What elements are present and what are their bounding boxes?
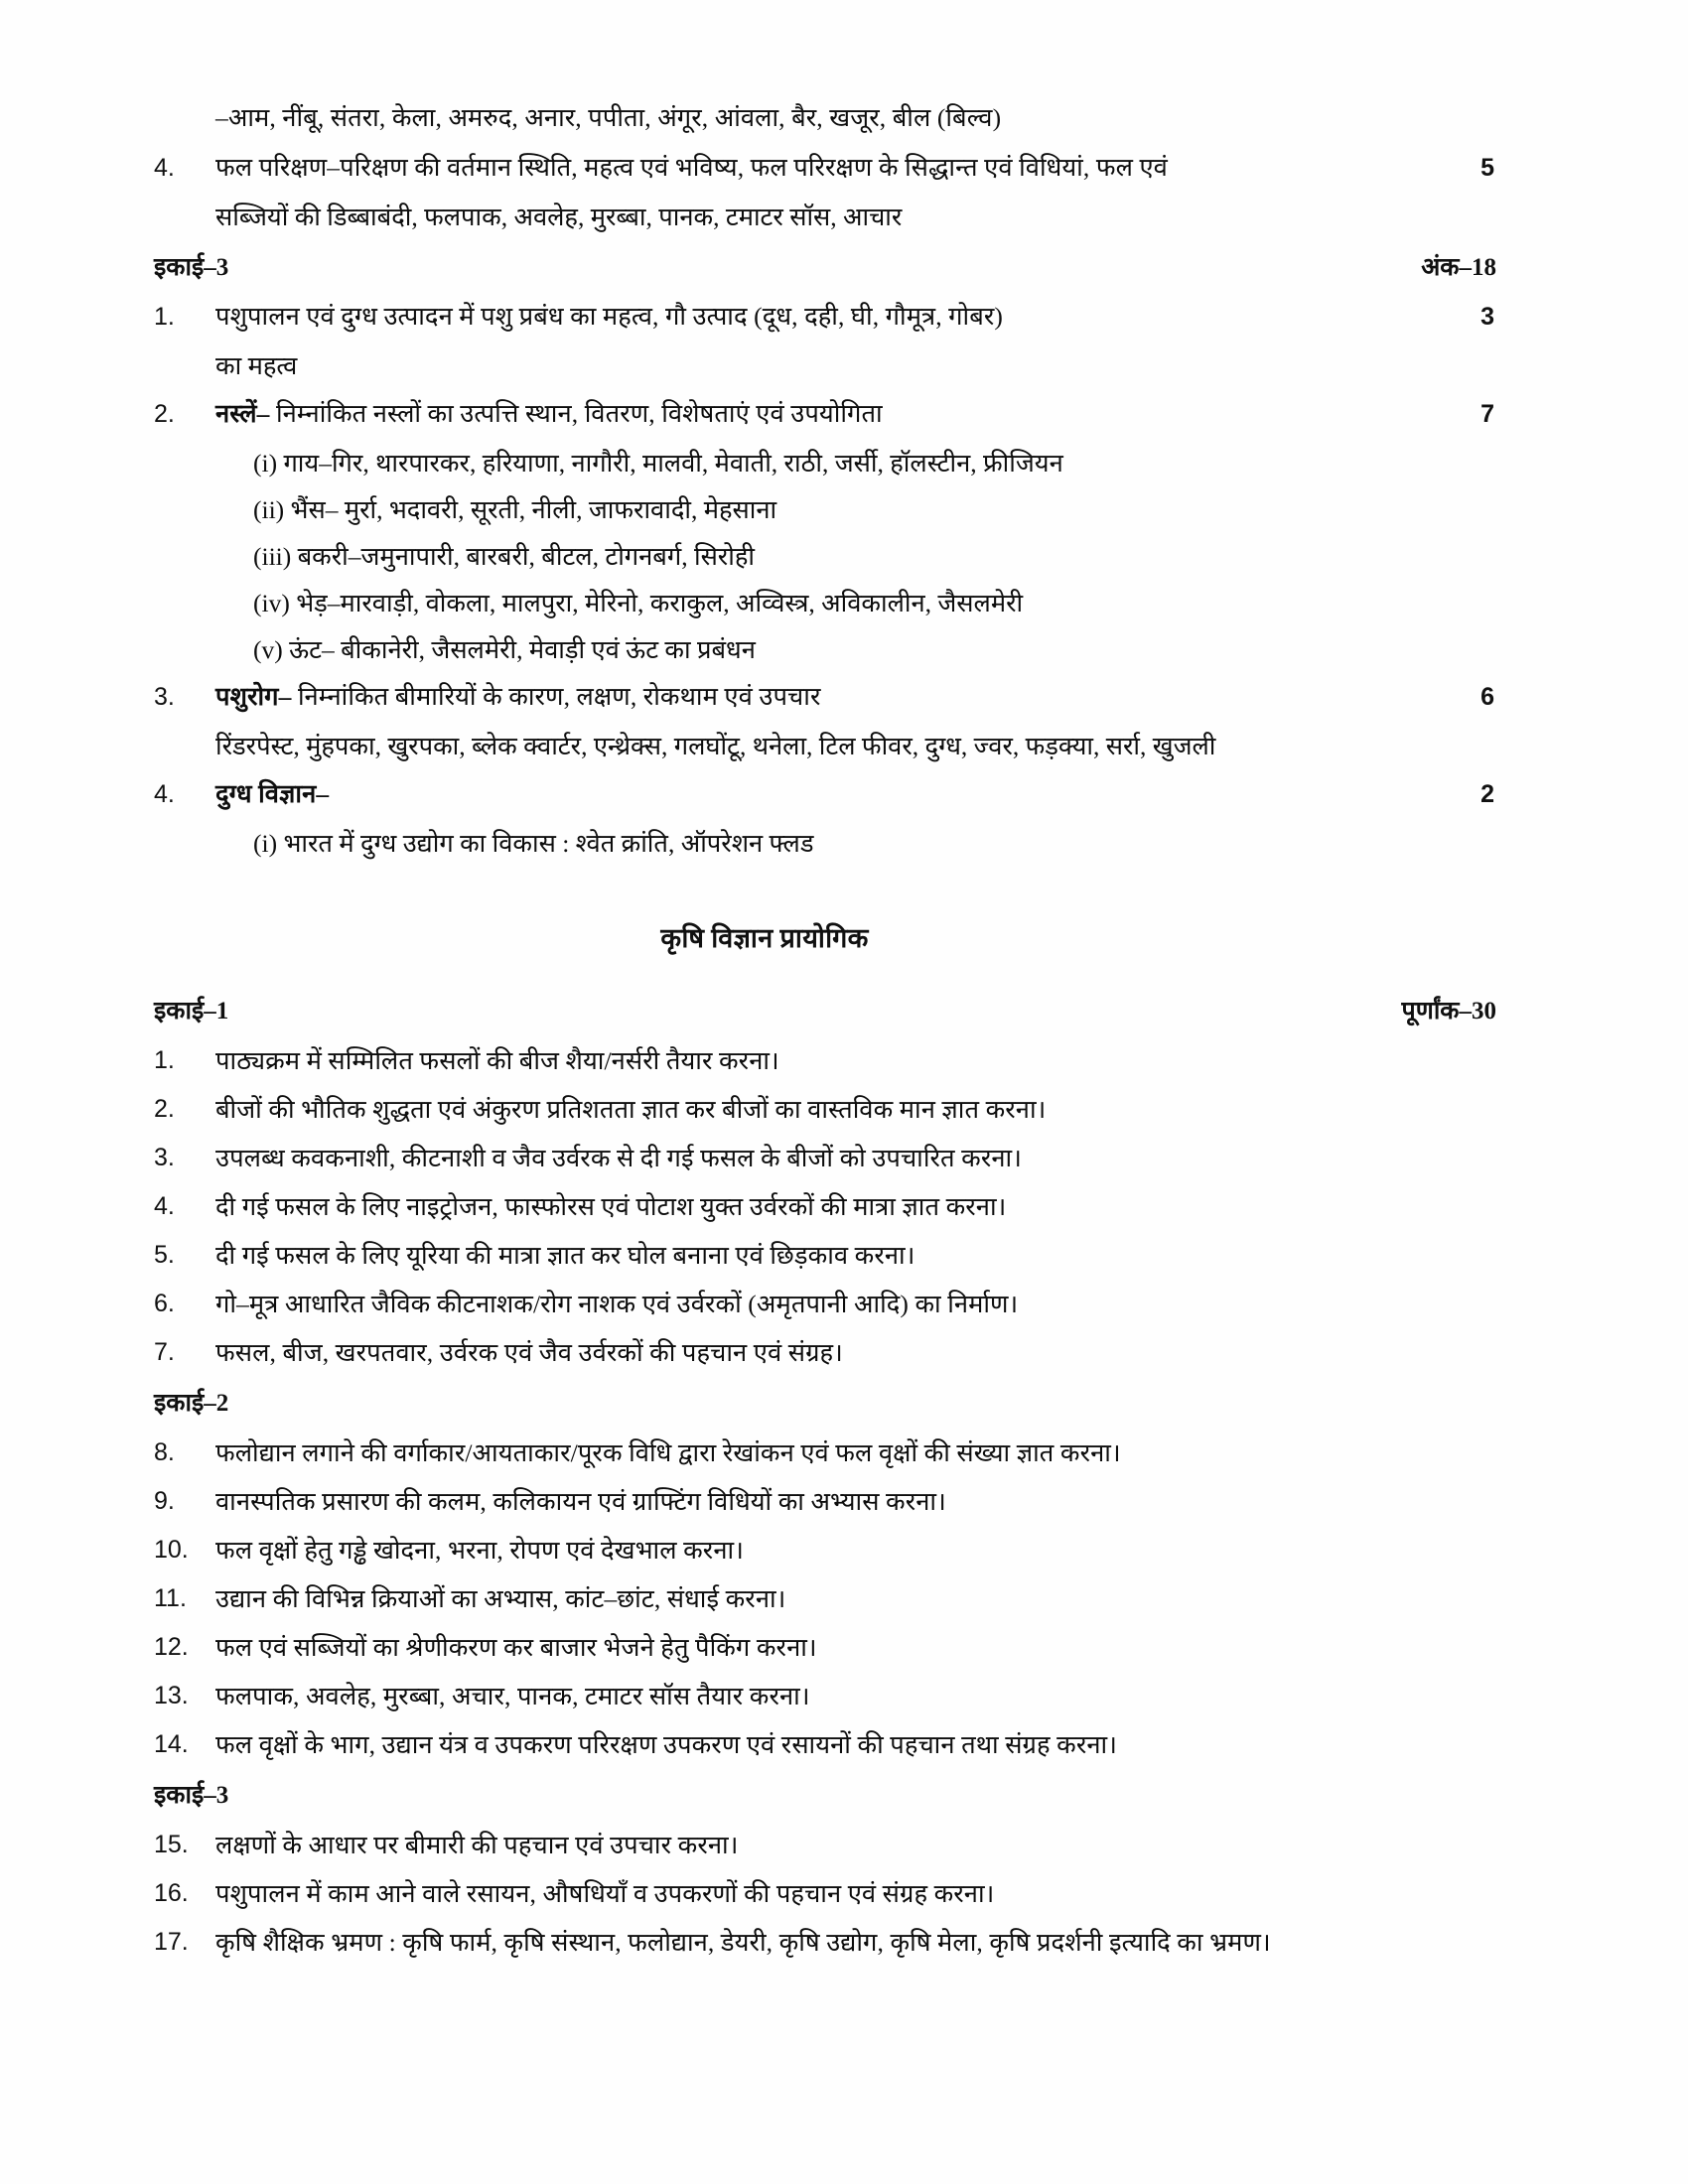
practical-body	[154, 989, 1534, 1967]
unit3-item-4-line1	[215, 770, 1415, 818]
practical-unit1-label: इकाई–1	[154, 998, 229, 1024]
unit3-item-4-row	[154, 770, 1534, 818]
unit3-item-3-number: 3.	[154, 683, 175, 711]
unit3-item-1-row	[154, 293, 1534, 341]
practical-item-1-number: 1.	[154, 1046, 175, 1074]
unit3-item-3-line1	[215, 673, 1415, 721]
theory-item-4-marks: 5	[1480, 154, 1494, 182]
theory-item-4-number: 4.	[154, 154, 175, 182]
practical-item-13-text: फलपाक, अवलेह, मुरब्बा, अचार, पानक, टमाटर सॉस तैयार करना।	[215, 1682, 810, 1710]
lead-continuation-text: –आम, नींबू, संतरा, केला, अमरुद, अनार, पपीता, अंगूर, आंवला, बैर, खजूर, बील (बिल्व)	[215, 103, 1002, 132]
practical-item-9-text: वानस्पतिक प्रसारण की कलम, कलिकायन एवं ग्राफ्टिंग विधियों का अभ्यास करना।	[215, 1487, 946, 1516]
practical-item-8-text: फलोद्यान लगाने की वर्गाकार/आयताकार/पूरक विधि द्वारा रेखांकन एवं फल वृक्षों की संख्या ज्ञात करना।	[215, 1438, 1121, 1467]
practical-item-4-number: 4.	[154, 1192, 175, 1220]
unit3-marks-label: अंक–18	[1421, 254, 1496, 281]
unit3-item-2-lead: नस्लें–	[215, 399, 270, 428]
practical-unit2-label: इकाई–2	[154, 1390, 229, 1417]
practical-item-7-text: फसल, बीज, खरपतवार, उर्वरक एवं जैव उर्वरकों की पहचान एवं संग्रह।	[215, 1338, 843, 1367]
unit3-item-1-line1: पशुपालन एवं दुग्ध उत्पादन में पशु प्रबंध का महत्व, गौ उत्पाद (दूध, दही, घी, गौमूत्र, गोबर)	[215, 302, 1004, 331]
practical-item-row	[154, 1821, 1534, 1869]
unit3-label: इकाई–3	[154, 254, 229, 281]
unit3-item-2-sub-5: (v) ऊंट– बीकानेरी, जैसलमेरी, मेवाड़ी एवं ऊंट का प्रबंधन	[253, 635, 756, 664]
unit3-item-4-number: 4.	[154, 780, 175, 808]
practical-item-15-text: लक्षणों के आधार पर बीमारी की पहचान एवं उपचार करना।	[215, 1831, 739, 1859]
practical-item-row	[154, 1720, 1534, 1769]
practical-item-row	[154, 1918, 1534, 1967]
practical-item-8-number: 8.	[154, 1438, 175, 1466]
practical-item-14-text: फल वृक्षों के भाग, उद्यान यंत्र व उपकरण परिरक्षण उपकरण एवं रसायनों की पहचान तथा संग्रह करना।	[215, 1730, 1117, 1759]
practical-item-row	[154, 1869, 1534, 1918]
unit3-item-2-sub-1: (i) गाय–गिर, थारपारकर, हरियाणा, नागौरी, मालवी, मेवाती, राठी, जर्सी, हॉलस्टीन, फ्रीजियन	[253, 449, 1063, 478]
practical-item-1-text: पाठ्यक्रम में सम्मिलित फसलों की बीज शैया/नर्सरी तैयार करना।	[215, 1046, 779, 1075]
unit3-item-3-line2: रिंडरपेस्ट, मुंहपका, खुरपका, ब्लेक क्वार्टर, एन्थ्रेक्स, गलघोंटू, थनेला, टिल फीवर, दुग्ध, ज्वर, फड़क्या, सर्रा, खुजली	[215, 732, 1216, 760]
practical-item-10-number: 10.	[154, 1536, 189, 1564]
unit3-item-2-sub-3: (iii) बकरी–जमुनापारी, बारबरी, बीटल, टोगनबर्ग, सिरोही	[253, 542, 755, 571]
unit3-item-4-lead: दुग्ध विज्ञान–	[215, 779, 330, 808]
lead-continuation-row	[154, 94, 1534, 142]
practical-item-6-number: 6.	[154, 1290, 175, 1317]
practical-item-row	[154, 1574, 1534, 1623]
practical-item-12-number: 12.	[154, 1633, 189, 1661]
unit3-item-4-marks: 2	[1480, 780, 1494, 808]
theory-item-4-row	[154, 144, 1534, 192]
practical-item-row	[154, 1672, 1534, 1720]
practical-item-16-number: 16.	[154, 1879, 189, 1907]
practical-item-11-number: 11.	[154, 1584, 187, 1612]
practical-item-row	[154, 1477, 1534, 1526]
unit3-item-2-rest: निम्नांकित नस्लों का उत्पत्ति स्थान, वितरण, विशेषताएं एवं उपयोगिता	[269, 399, 883, 428]
practical-item-row	[154, 1036, 1534, 1085]
theory-item-4-line2: सब्जियों की डिब्बाबंदी, फलपाक, अवलेह, मुरब्बा, पानक, टमाटर सॉस, आचार	[215, 203, 903, 231]
practical-item-row	[154, 1328, 1534, 1377]
practical-section-title: कृषि विज्ञान प्रायोगिक	[660, 923, 869, 953]
practical-item-row	[154, 1134, 1534, 1182]
unit3-item-2-row	[154, 390, 1534, 438]
practical-item-6-text: गो–मूत्र आधारित जैविक कीटनाशक/रोग नाशक एवं उर्वरकों (अमृतपानी आदि) का निर्माण।	[215, 1290, 1019, 1318]
practical-item-15-number: 15.	[154, 1831, 189, 1858]
unit3-item-3-marks: 6	[1480, 683, 1494, 711]
unit3-header	[154, 245, 1534, 291]
practical-item-row	[154, 1623, 1534, 1672]
page-content	[154, 94, 1534, 1967]
practical-item-row	[154, 1085, 1534, 1134]
practical-item-5-number: 5.	[154, 1241, 175, 1269]
practical-item-9-number: 9.	[154, 1487, 175, 1515]
practical-unit1-marks-label: पूर्णांक–30	[1401, 998, 1496, 1024]
unit3-item-1-number: 1.	[154, 303, 175, 331]
practical-item-17-text: कृषि शैक्षिक भ्रमण : कृषि फार्म, कृषि संस्थान, फलोद्यान, डेयरी, कृषि उद्योग, कृषि मेला, कृषि प्रदर्शनी इत्यादि का भ्रमण।	[215, 1928, 1271, 1957]
unit3-item-2-number: 2.	[154, 400, 175, 428]
unit3-item-4-sub-1: (i) भारत में दुग्ध उद्योग का विकास : श्वेत क्रांति, ऑपरेशन फ्लड	[253, 829, 814, 858]
practical-item-row	[154, 1280, 1534, 1328]
practical-item-14-number: 14.	[154, 1730, 189, 1758]
unit3-item-1-line2: का महत्व	[215, 351, 298, 380]
practical-item-12-text: फल एवं सब्जियों का श्रेणीकरण कर बाजार भेजने हेतु पैकिंग करना।	[215, 1633, 817, 1662]
practical-item-7-number: 7.	[154, 1338, 175, 1366]
practical-item-2-text: बीजों की भौतिक शुद्धता एवं अंकुरण प्रतिशतता ज्ञात कर बीजों का वास्तविक मान ज्ञात करना।	[215, 1095, 1047, 1124]
practical-item-2-number: 2.	[154, 1095, 175, 1123]
unit3-item-2-line1	[215, 390, 1415, 438]
unit3-item-3-rest: निम्नांकित बीमारियों के कारण, लक्षण, रोकथाम एवं उपचार	[291, 682, 821, 711]
practical-item-16-text: पशुपालन में काम आने वाले रसायन, औषधियाँ व उपकरणों की पहचान एवं संग्रह करना।	[215, 1879, 995, 1908]
unit3-item-2-sub-2: (ii) भैंस– मुर्रा, भदावरी, सूरती, नीली, जाफरावादी, मेहसाना	[253, 495, 777, 524]
unit3-item-3-lead: पशुरोग–	[215, 682, 292, 711]
practical-item-row	[154, 1429, 1534, 1477]
practical-item-row	[154, 1526, 1534, 1574]
practical-item-3-number: 3.	[154, 1144, 175, 1171]
practical-item-5-text: दी गई फसल के लिए यूरिया की मात्रा ज्ञात कर घोल बनाना एवं छिड़काव करना।	[215, 1241, 915, 1270]
unit3-item-1-marks: 3	[1480, 303, 1494, 331]
practical-item-4-text: दी गई फसल के लिए नाइट्रोजन, फास्फोरस एवं पोटाश युक्त उर्वरकों की मात्रा ज्ञात करना।	[215, 1192, 1007, 1221]
theory-item-4-line1: फल परिक्षण–परिक्षण की वर्तमान स्थिति, महत्व एवं भविष्य, फल परिरक्षण के सिद्धान्त एवं विधियां, फल एवं	[215, 153, 1168, 182]
practical-unit3-header	[154, 1773, 1534, 1819]
unit3-item-2-sub-4: (iv) भेड़–मारवाड़ी, वोकला, मालपुरा, मेरिनो, कराकुल, अव्विस्त्र, अविकालीन, जैसलमेरी	[253, 589, 1024, 617]
unit3-item-2-marks: 7	[1480, 400, 1494, 428]
practical-item-3-text: उपलब्ध कवकनाशी, कीटनाशी व जैव उर्वरक से दी गई फसल के बीजों को उपचारित करना।	[215, 1144, 1022, 1172]
unit3-item-3-row	[154, 673, 1534, 721]
practical-unit1-header	[154, 989, 1534, 1034]
practical-item-row	[154, 1231, 1534, 1280]
practical-item-11-text: उद्यान की विभिन्न क्रियाओं का अभ्यास, कांट–छांट, संधाई करना।	[215, 1584, 786, 1613]
practical-item-17-number: 17.	[154, 1928, 189, 1956]
practical-item-13-number: 13.	[154, 1682, 189, 1709]
practical-unit2-header	[154, 1381, 1534, 1427]
practical-item-10-text: फल वृक्षों हेतु गड्ढे खोदना, भरना, रोपण एवं देखभाल करना।	[215, 1536, 744, 1565]
practical-unit3-label: इकाई–3	[154, 1782, 229, 1809]
practical-item-row	[154, 1182, 1534, 1231]
